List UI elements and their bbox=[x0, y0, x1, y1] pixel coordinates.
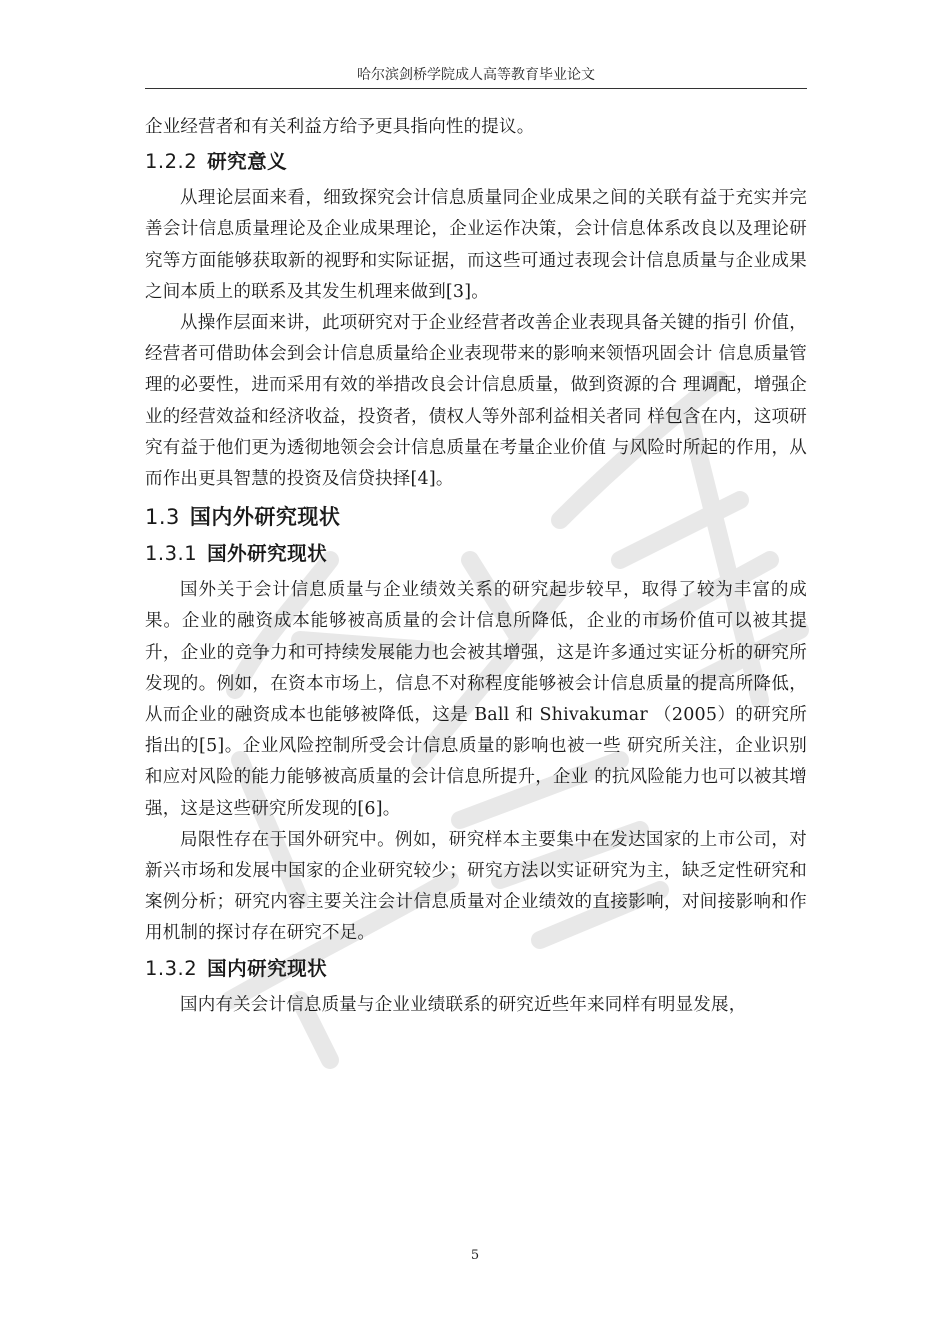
section-title: 研究意义 bbox=[207, 150, 288, 174]
section-number: 1.3.1 bbox=[145, 542, 198, 566]
paragraph: 国内有关会计信息质量与企业业绩联系的研究近些年来同样有明显发展， bbox=[180, 994, 747, 1015]
section-heading-1-2-2 bbox=[145, 149, 807, 175]
header-title: 哈尔滨剑桥学院成人高等教育毕业论文 bbox=[357, 67, 595, 83]
paragraph: 企业经营者和有关利益方给予更具指向性的提议。 bbox=[145, 117, 535, 137]
document-body bbox=[145, 112, 807, 1021]
section-number: 1.2.2 bbox=[145, 150, 198, 174]
section-number: 1.3.2 bbox=[145, 956, 198, 980]
section-title: 国内外研究现状 bbox=[189, 505, 341, 530]
section-heading-1-3 bbox=[145, 503, 807, 531]
section-title: 国内研究现状 bbox=[207, 956, 328, 980]
paragraph: 局限性存在于国外研究中。例如，研究样本主要集中在发达国家的上市公司，对新兴市场和发展中国家的企业研究较少；研究方法以实证研究为主，缺乏定性研究和案例分析；研究内容主要关注会计信息质量对企业绩效的直接影响，对间接影响和作用机制的探讨存在研究不足。 bbox=[145, 829, 807, 944]
section-number: 1.3 bbox=[145, 505, 180, 530]
section-title: 国外研究现状 bbox=[207, 542, 328, 566]
page-header bbox=[145, 66, 807, 89]
section-heading-1-3-1 bbox=[145, 541, 807, 567]
page-number: 5 bbox=[470, 1248, 480, 1263]
paragraph: 国外关于会计信息质量与企业绩效关系的研究起步较早，取得了较为丰富的成果。企业的融资成本能够被高质量的会计信息所降低，企业的市场价值可以被其提升，企业的竞争力和可持续发展能力也会被其增强，这是许多通过实证分析的研究所发现的。例如，在资本市场上，信息不对称程度能够被会计信息质量的提高所降低，从而企业的融资成本也能够被降低，这是 Ball 和 Shivakumar （2005）的研究所指出的[5]。企业风险控制所受会计信息质量的影响也被一些 研究所关注，企业识别和应对风险的能力能够被高质量的会计信息所提升，企业 的抗风险能力也可以被其增强，这是这些研究所发现的[6]。 bbox=[145, 580, 807, 819]
paragraph: 从操作层面来讲，此项研究对于企业经营者改善企业表现具备关键的指引 价值，经营者可借助体会到会计信息质量给企业表现带来的影响来领悟巩固会计 信息质量管理的必要性，进而采用有效的举措改良会计信息质量，做到资源的合 理调配，增强企业的经营效益和经济收益，投资者，债权人等外部利益相关者同 样包含在内，这项研究有益于他们更为透彻地领会会计信息质量在考量企业价值 与风险时所起的作用，从而作出更具智慧的投资及信贷抉择[4]。 bbox=[145, 313, 807, 490]
paragraph: 从理论层面来看，细致探究会计信息质量同企业成果之间的关联有益于充实并完善会计信息质量理论及企业成果理论，企业运作决策，会计信息体系改良以及理论研究等方面能够获取新的视野和实际证据，而这些可通过表现会计信息质量与企业成果之间本质上的联系及其发生机理来做到[3]。 bbox=[145, 188, 807, 302]
section-heading-1-3-2 bbox=[145, 956, 807, 982]
